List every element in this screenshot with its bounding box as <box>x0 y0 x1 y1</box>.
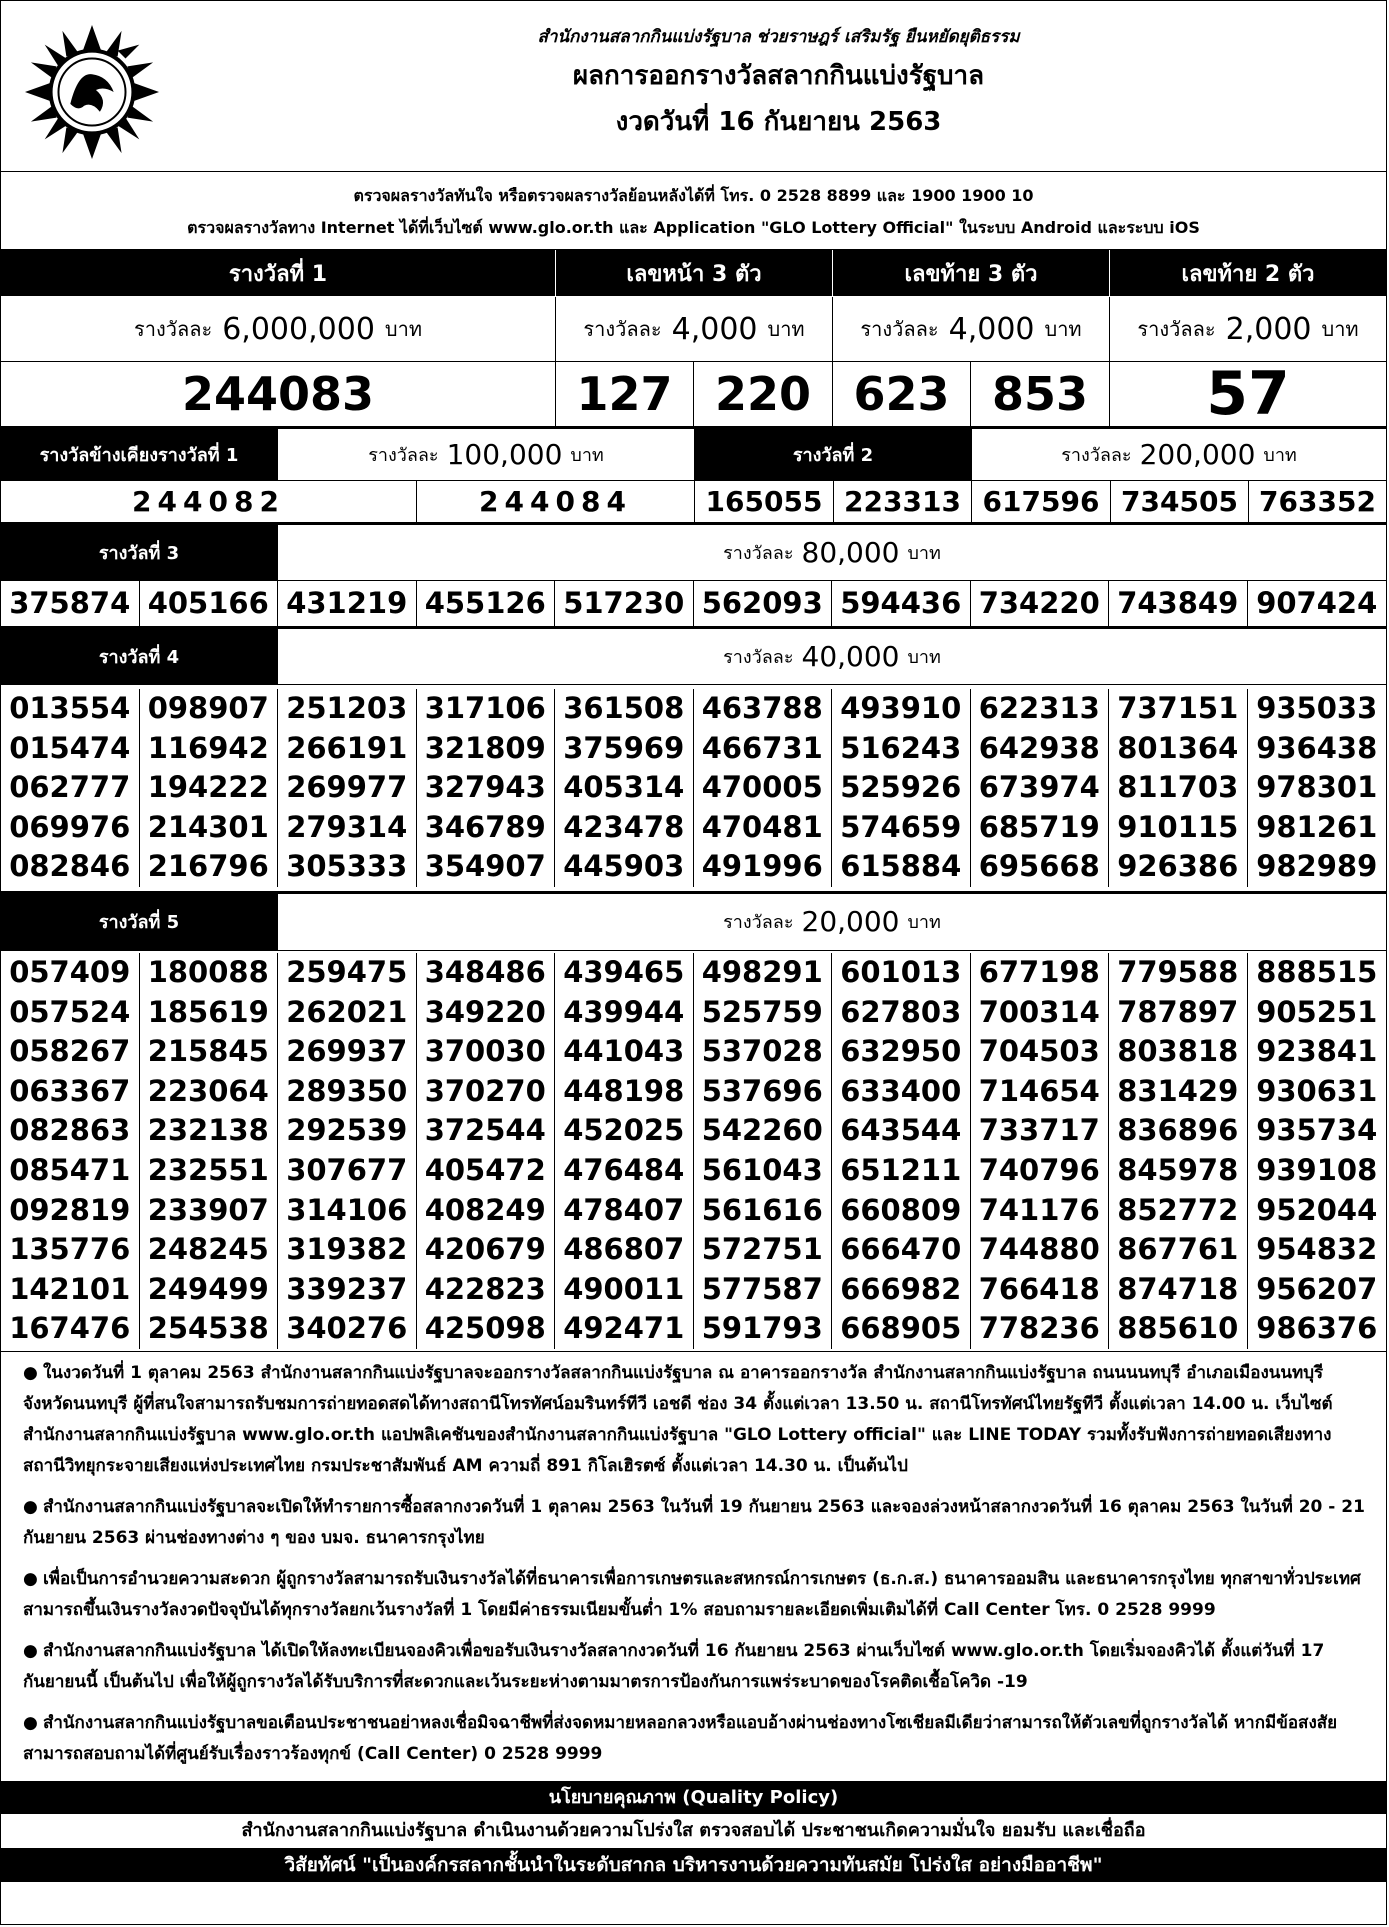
amount-value: 2,000 <box>1225 311 1312 347</box>
fifth-prize-number: 142101 <box>1 1270 140 1310</box>
notice-item <box>23 1564 1366 1626</box>
last2-title: เลขท้าย 2 ตัว <box>1181 261 1315 287</box>
fourth-prize-number: 737151 <box>1109 689 1248 729</box>
first-prize-title: รางวัลที่ 1 <box>1 250 556 296</box>
amount-unit: บาท <box>767 317 805 341</box>
fifth-prize-number: 923841 <box>1256 1034 1378 1069</box>
fifth-prize-number: 905251 <box>1256 994 1378 1029</box>
fifth-prize-number: 498291 <box>694 953 833 993</box>
notice-text: สำนักงานสลากกินแบ่งรัฐบาล ได้เปิดให้ลงทะเบียนจองคิวเพื่อขอรับเงินรางวัลสลากงวดวันที่ 16 กันยายน 2563 ผ่านเว็บไซต์ www.glo.or.th โดยเริ่มจองคิวได้ ตั้งแต่วันที่ 17 กันยายนนี้ เป็นต้นไป เพื่อให้ผู้ถูกรางวัลได้รับบริการที่สะดวกและเว้นระยะห่างตามมาตรการป้องกันการแพร่ระบาดของโรคติดเชื้อโควิด -19 <box>23 1640 1325 1692</box>
fifth-prize-number: 058267 <box>1 1032 140 1072</box>
fifth-prize-number: 439465 <box>555 953 694 993</box>
top-prize-amounts <box>1 297 1386 362</box>
quality-policy-title: นโยบายคุณภาพ (Quality Policy) <box>1 1782 1386 1814</box>
bullet-icon: ● <box>23 1362 38 1383</box>
third-prize-number: 562093 <box>694 581 833 626</box>
fifth-prize-number: 867761 <box>1109 1230 1248 1270</box>
amount-unit: บาท <box>384 317 423 341</box>
amount-value: 200,000 <box>1139 438 1256 471</box>
fourth-prize-number: 279314 <box>278 808 417 848</box>
fifth-prize-header <box>1 894 1386 951</box>
fifth-prize-number: 185619 <box>140 993 279 1033</box>
fifth-prize-number: 952044 <box>1256 1192 1378 1227</box>
draw-date: งวดวันที่ 16 กันยายน 2563 <box>615 107 942 137</box>
amount-value: 40,000 <box>801 640 900 673</box>
fifth-prize-amount <box>278 894 1386 950</box>
quality-policy-text: สำนักงานสลากกินแบ่งรัฐบาล ดำเนินงานด้วยความโปร่งใส ตรวจสอบได้ ประชาชนเกิดความมั่นใจ ยอมรับ และเชื่อถือ <box>241 1819 1146 1841</box>
near-second-numbers <box>1 481 1386 525</box>
third-prize-grid <box>1 581 1386 629</box>
fifth-prize-number: 714654 <box>971 1072 1110 1112</box>
amount-prefix: รางวัลละ <box>1061 445 1132 466</box>
fifth-prize-number: 314106 <box>278 1191 417 1231</box>
near-prize-title: รางวัลข้างเคียงรางวัลที่ 1 <box>1 429 278 480</box>
fifth-prize-number: 741176 <box>971 1191 1110 1231</box>
fifth-prize-number: 370030 <box>417 1032 556 1072</box>
fourth-prize-number: 321809 <box>417 729 556 769</box>
fifth-prize-number: 939108 <box>1256 1152 1378 1187</box>
fifth-prize-number: 668905 <box>832 1309 971 1349</box>
fifth-prize-number: 180088 <box>140 953 279 993</box>
amount-value: 80,000 <box>801 536 900 569</box>
front3-number: 220 <box>694 362 833 426</box>
fifth-prize-number: 632950 <box>832 1032 971 1072</box>
fourth-prize-number: 642938 <box>971 729 1110 769</box>
fourth-prize-header <box>1 629 1386 685</box>
third-prize-title: รางวัลที่ 3 <box>1 525 278 580</box>
third-prize-number: 405166 <box>140 581 279 626</box>
amount-unit: บาท <box>907 543 941 564</box>
fifth-prize-number: 935734 <box>1256 1113 1378 1148</box>
notice-text: สำนักงานสลากกินแบ่งรัฐบาลจะเปิดให้ทำรายการซื้อสลากงวดวันที่ 1 ตุลาคม 2563 ในวันที่ 19 กันยายน 2563 และจองล่วงหน้าสลากงวดวันที่ 16 ตุลาคม 2563 ในวันที่ 20 - 21 กันยายน 2563 ผ่านช่องทางต่าง ๆ ของ บมจ. ธนาคารกรุงไทย <box>23 1496 1365 1548</box>
fifth-prize-number: 930631 <box>1256 1073 1378 1108</box>
third-prize-number: 734220 <box>971 581 1110 626</box>
fifth-prize-number: 766418 <box>971 1270 1110 1310</box>
fifth-prize-number: 633400 <box>832 1072 971 1112</box>
fifth-prize-number: 561043 <box>694 1151 833 1191</box>
fifth-prize-number: 740796 <box>971 1151 1110 1191</box>
fifth-prize-number: 259475 <box>278 953 417 993</box>
amount-unit: บาท <box>1263 445 1297 466</box>
fifth-prize-number: 492471 <box>555 1309 694 1349</box>
first-prize-amount <box>1 297 556 361</box>
amount-unit: บาท <box>907 912 941 934</box>
fourth-prize-number: 926386 <box>1109 847 1248 887</box>
fifth-prize-number: 561616 <box>694 1191 833 1231</box>
fourth-prize-number: 801364 <box>1109 729 1248 769</box>
fifth-prize-number: 486807 <box>555 1230 694 1270</box>
fourth-prize-number: 015474 <box>1 729 140 769</box>
fifth-prize-number: 845978 <box>1109 1151 1248 1191</box>
fourth-prize-number: 491996 <box>694 847 833 887</box>
fifth-prize-number: 666982 <box>832 1270 971 1310</box>
fourth-prize-number: 574659 <box>832 808 971 848</box>
fourth-prize-number: 811703 <box>1109 768 1248 808</box>
amount-prefix: รางวัลละ <box>1137 317 1216 341</box>
bullet-icon: ● <box>23 1640 38 1661</box>
fifth-prize-number: 319382 <box>278 1230 417 1270</box>
amount-prefix: รางวัลละ <box>723 912 794 934</box>
fifth-prize-number: 248245 <box>140 1230 279 1270</box>
fifth-prize-number: 254538 <box>140 1309 279 1349</box>
fifth-prize-number: 232551 <box>140 1151 279 1191</box>
second-prize-number: 617596 <box>972 481 1111 522</box>
fifth-prize-number: 408249 <box>417 1191 556 1231</box>
third-prize-amount <box>278 525 1386 580</box>
fifth-prize-number: 627803 <box>832 993 971 1033</box>
fourth-prize-number: 013554 <box>1 689 140 729</box>
fifth-prize-number: 525759 <box>694 993 833 1033</box>
header-slogan: สำนักงานสลากกินแบ่งรัฐบาล ช่วยราษฎร์ เสริมรัฐ ยืนหยัดยุติธรรม <box>537 27 1020 47</box>
fourth-prize-number: 695668 <box>971 847 1110 887</box>
last2-number: 57 <box>1206 359 1290 429</box>
amount-prefix: รางวัลละ <box>723 543 794 564</box>
fifth-prize-number: 092819 <box>1 1191 140 1231</box>
fourth-prize-number: 069976 <box>1 808 140 848</box>
fourth-prize-number: 194222 <box>140 768 279 808</box>
last3-title: เลขท้าย 3 ตัว <box>833 250 1110 296</box>
amount-value: 6,000,000 <box>222 311 375 347</box>
fifth-prize-number: 292539 <box>278 1111 417 1151</box>
third-prize-number: 743849 <box>1109 581 1248 626</box>
fifth-prize-number: 601013 <box>832 953 971 993</box>
fourth-prize-amount <box>278 629 1386 684</box>
fifth-prize-number: 478407 <box>555 1191 694 1231</box>
fifth-prize-grid <box>1 951 1386 1352</box>
notice-item <box>23 1492 1366 1554</box>
bullet-icon: ● <box>23 1568 38 1589</box>
third-prize-number: 907424 <box>1256 586 1378 620</box>
amount-value: 4,000 <box>671 311 758 347</box>
amount-unit: บาท <box>570 445 604 466</box>
fifth-prize-number: 476484 <box>555 1151 694 1191</box>
fifth-prize-number: 954832 <box>1256 1232 1378 1267</box>
fifth-prize-number: 986376 <box>1256 1311 1378 1346</box>
fifth-prize-number: 425098 <box>417 1309 556 1349</box>
fourth-prize-number: 615884 <box>832 847 971 887</box>
fifth-prize-number: 420679 <box>417 1230 556 1270</box>
fourth-prize-number: 463788 <box>694 689 833 729</box>
fifth-prize-number: 651211 <box>832 1151 971 1191</box>
fourth-prize-number: 266191 <box>278 729 417 769</box>
fifth-prize-number: 135776 <box>1 1230 140 1270</box>
amount-prefix: รางวัลละ <box>133 317 213 341</box>
fifth-prize-number: 874718 <box>1109 1270 1248 1310</box>
near-prize-number: 244082 <box>1 481 417 522</box>
fifth-prize-number: 660809 <box>832 1191 971 1231</box>
third-prize-header <box>1 525 1386 581</box>
second-prize-number: 763352 <box>1259 485 1376 518</box>
amount-value: 20,000 <box>801 905 900 939</box>
fourth-prize-number: 346789 <box>417 808 556 848</box>
fifth-prize-number: 537696 <box>694 1072 833 1112</box>
fourth-prize-number: 062777 <box>1 768 140 808</box>
fifth-prize-number: 779588 <box>1109 953 1248 993</box>
fifth-prize-number: 537028 <box>694 1032 833 1072</box>
second-prize-number: 165055 <box>695 481 834 522</box>
fifth-prize-number: 452025 <box>555 1111 694 1151</box>
fourth-prize-number: 317106 <box>417 689 556 729</box>
fourth-prize-number: 361508 <box>555 689 694 729</box>
fifth-prize-number: 956207 <box>1256 1271 1378 1306</box>
amount-prefix: รางวัลละ <box>860 317 939 341</box>
near-prize-amount <box>278 429 695 480</box>
last2-amount <box>1110 297 1386 361</box>
fifth-prize-number: 057409 <box>1 953 140 993</box>
last3-number: 623 <box>833 362 971 426</box>
fourth-prize-number: 935033 <box>1256 691 1378 725</box>
last3-amount <box>833 297 1110 361</box>
fifth-prize-number: 223064 <box>140 1072 279 1112</box>
fifth-prize-number: 370270 <box>417 1072 556 1112</box>
fifth-prize-number: 422823 <box>417 1270 556 1310</box>
second-prize-number: 734505 <box>1111 481 1249 522</box>
fourth-prize-number: 525926 <box>832 768 971 808</box>
fourth-prize-number: 216796 <box>140 847 279 887</box>
fifth-prize-number: 340276 <box>278 1309 417 1349</box>
fifth-prize-number: 082863 <box>1 1111 140 1151</box>
fifth-prize-number: 836896 <box>1109 1111 1248 1151</box>
glo-seal-logo <box>23 23 161 161</box>
front3-amount <box>556 297 833 361</box>
top-prize-numbers <box>1 359 1386 429</box>
fourth-prize-number: 214301 <box>140 808 279 848</box>
fourth-prize-number: 251203 <box>278 689 417 729</box>
third-prize-number: 594436 <box>832 581 971 626</box>
fourth-prize-title: รางวัลที่ 4 <box>1 629 278 684</box>
fifth-prize-number: 852772 <box>1109 1191 1248 1231</box>
fifth-prize-number: 542260 <box>694 1111 833 1151</box>
amount-value: 100,000 <box>446 438 563 471</box>
fourth-prize-grid <box>1 685 1386 894</box>
fourth-prize-number: 470005 <box>694 768 833 808</box>
bullet-icon: ● <box>23 1712 38 1733</box>
fourth-prize-number: 910115 <box>1109 808 1248 848</box>
fifth-prize-number: 577587 <box>694 1270 833 1310</box>
fourth-prize-number: 516243 <box>832 729 971 769</box>
fifth-prize-number: 339237 <box>278 1270 417 1310</box>
fifth-prize-number: 490011 <box>555 1270 694 1310</box>
bullet-icon: ● <box>23 1496 38 1517</box>
info-phone: ตรวจผลรางวัลทันใจ หรือตรวจผลรางวัลย้อนหลังได้ที่ โทร. 0 2528 8899 และ 1900 1900 10 <box>353 186 1034 205</box>
fifth-prize-number: 787897 <box>1109 993 1248 1033</box>
fifth-prize-number: 439944 <box>555 993 694 1033</box>
fourth-prize-number: 981261 <box>1256 809 1378 844</box>
fifth-prize-number: 289350 <box>278 1072 417 1112</box>
third-prize-number: 455126 <box>417 581 556 626</box>
amount-unit: บาท <box>1321 317 1359 341</box>
fifth-prize-number: 167476 <box>1 1309 140 1349</box>
fifth-prize-number: 704503 <box>971 1032 1110 1072</box>
notice-item <box>23 1636 1366 1698</box>
fifth-prize-number: 744880 <box>971 1230 1110 1270</box>
fifth-prize-number: 643544 <box>832 1111 971 1151</box>
fifth-prize-number: 700314 <box>971 993 1110 1033</box>
near-second-headers <box>1 429 1386 481</box>
fifth-prize-number: 831429 <box>1109 1072 1248 1112</box>
fourth-prize-number: 423478 <box>555 808 694 848</box>
fifth-prize-number: 372544 <box>417 1111 556 1151</box>
fifth-prize-number: 572751 <box>694 1230 833 1270</box>
fourth-prize-number: 982989 <box>1256 849 1378 884</box>
fifth-prize-number: 803818 <box>1109 1032 1248 1072</box>
fifth-prize-number: 448198 <box>555 1072 694 1112</box>
fourth-prize-number: 673974 <box>971 768 1110 808</box>
fourth-prize-number: 936438 <box>1256 730 1378 765</box>
fifth-prize-number: 057524 <box>1 993 140 1033</box>
amount-prefix: รางวัลละ <box>583 317 662 341</box>
last3-number: 853 <box>971 362 1110 426</box>
fourth-prize-number: 466731 <box>694 729 833 769</box>
fourth-prize-number: 470481 <box>694 808 833 848</box>
fifth-prize-number: 677198 <box>971 953 1110 993</box>
notice-item <box>23 1708 1366 1770</box>
notice-item <box>23 1358 1366 1482</box>
amount-unit: บาท <box>1044 317 1082 341</box>
fifth-prize-number: 349220 <box>417 993 556 1033</box>
fourth-prize-number: 622313 <box>971 689 1110 729</box>
fourth-prize-number: 445903 <box>555 847 694 887</box>
third-prize-number: 517230 <box>555 581 694 626</box>
fourth-prize-number: 978301 <box>1256 770 1378 805</box>
fifth-prize-number: 063367 <box>1 1072 140 1112</box>
info-banner <box>1 172 1386 250</box>
info-internet: ตรวจผลรางวัลทาง Internet ได้ที่เว็บไซต์ www.glo.or.th และ Application "GLO Lottery Official" ในระบบ Android และระบบ iOS <box>187 218 1200 237</box>
fourth-prize-number: 685719 <box>971 808 1110 848</box>
second-prize-amount <box>972 429 1386 480</box>
fourth-prize-number: 269977 <box>278 768 417 808</box>
second-prize-number: 223313 <box>834 481 972 522</box>
fifth-prize-number: 405472 <box>417 1151 556 1191</box>
second-prize-title: รางวัลที่ 2 <box>695 429 972 480</box>
amount-prefix: รางวัลละ <box>723 647 794 668</box>
fifth-prize-number: 269937 <box>278 1032 417 1072</box>
fifth-prize-number: 348486 <box>417 953 556 993</box>
fourth-prize-number: 116942 <box>140 729 279 769</box>
amount-unit: บาท <box>907 647 941 668</box>
near-prize-number: 244084 <box>417 481 695 522</box>
third-prize-number: 431219 <box>278 581 417 626</box>
fourth-prize-number: 082846 <box>1 847 140 887</box>
notice-text: ในงวดวันที่ 1 ตุลาคม 2563 สำนักงานสลากกินแบ่งรัฐบาลจะออกรางวัลสลากกินแบ่งรัฐบาล ณ อาคารออกรางวัล สำนักงานสลากกินแบ่งรัฐบาล ถนนนนทบุรี อำเภอเมืองนนทบุรี จังหวัดนนทบุรี ผู้ที่สนใจสามารถรับชมการถ่ายทอดสดได้ทางสถานีโทรทัศน์อมรินทร์ทีวี เอชดี ช่อง 34 ตั้งแต่เวลา 13.50 น. สถานีโทรทัศน์ไทยรัฐทีวี ตั้งแต่เวลา 14.00 น. เว็บไซต์สำนักงานสลากกินแบ่งรัฐบาล www.glo.or.th แอปพลิเคชันของสำนักงานสลากกินแบ่งรัฐบาล "GLO Lottery official" และ LINE TODAY รวมทั้งรับฟังการถ่ายทอดเสียงทางสถานีวิทยุกระจายเสียงแห่งประเทศไทย กรมประชาสัมพันธ์ AM ความถี่ 891 กิโลเฮิรตซ์ ตั้งแต่เวลา 14.30 น. เป็นต้นไป <box>23 1362 1333 1476</box>
notice-text: สำนักงานสลากกินแบ่งรัฐบาลขอเตือนประชาชนอย่าหลงเชื่อมิจฉาชีพที่ส่งจดหมายหลอกลวงหรือแอบอ้างผ่านช่องทางโซเชียลมีเดียว่าสามารถให้ตัวเลขที่ถูกรางวัลได้ หากมีข้อสงสัย สามารถสอบถามได้ที่ศูนย์รับเรื่องราวร้องทุกข์ (Call Center) 0 2528 9999 <box>23 1712 1338 1764</box>
fifth-prize-number: 215845 <box>140 1032 279 1072</box>
notices <box>1 1352 1386 1782</box>
fourth-prize-number: 327943 <box>417 768 556 808</box>
top-prize-headers <box>1 250 1386 297</box>
fifth-prize-number: 441043 <box>555 1032 694 1072</box>
fourth-prize-number: 375969 <box>555 729 694 769</box>
page-title: ผลการออกรางวัลสลากกินแบ่งรัฐบาล <box>572 61 985 91</box>
fifth-prize-number: 085471 <box>1 1151 140 1191</box>
fourth-prize-number: 405314 <box>555 768 694 808</box>
third-prize-number: 375874 <box>1 581 140 626</box>
fifth-prize-number: 778236 <box>971 1309 1110 1349</box>
notice-text: เพื่อเป็นการอำนวยความสะดวก ผู้ถูกรางวัลสามารถรับเงินรางวัลได้ที่ธนาคารเพื่อการเกษตรและสหกรณ์การเกษตร (ธ.ก.ส.) ธนาคารออมสิน และธนาคารกรุงไทย ทุกสาขาทั่วประเทศ สามารถขึ้นเงินรางวัลงวดปัจจุบันได้ทุกรางวัลยกเว้นรางวัลที่ 1 โดยมีค่าธรรมเนียมขั้นต่ำ 1% สอบถามรายละเอียดเพิ่มเติมได้ที่ Call Center โทร. 0 2528 9999 <box>23 1568 1361 1620</box>
front3-number: 127 <box>556 362 694 426</box>
amount-value: 4,000 <box>948 311 1035 347</box>
fifth-prize-number: 233907 <box>140 1191 279 1231</box>
front3-title: เลขหน้า 3 ตัว <box>556 250 833 296</box>
fifth-prize-title: รางวัลที่ 5 <box>1 894 278 950</box>
fifth-prize-number: 733717 <box>971 1111 1110 1151</box>
first-prize-number: 244083 <box>1 362 556 426</box>
header <box>1 1 1386 172</box>
fifth-prize-number: 888515 <box>1256 954 1378 989</box>
fifth-prize-number: 591793 <box>694 1309 833 1349</box>
amount-prefix: รางวัลละ <box>368 445 439 466</box>
fifth-prize-number: 307677 <box>278 1151 417 1191</box>
fourth-prize-number: 493910 <box>832 689 971 729</box>
fifth-prize-number: 262021 <box>278 993 417 1033</box>
fifth-prize-number: 666470 <box>832 1230 971 1270</box>
vision-statement: วิสัยทัศน์ "เป็นองค์กรสลากชั้นนำในระดับสากล บริหารงานด้วยความทันสมัย โปร่งใส อย่างมืออาชีพ" <box>1 1848 1386 1882</box>
fifth-prize-number: 232138 <box>140 1111 279 1151</box>
fifth-prize-number: 885610 <box>1109 1309 1248 1349</box>
fourth-prize-number: 098907 <box>140 689 279 729</box>
fifth-prize-number: 249499 <box>140 1270 279 1310</box>
fourth-prize-number: 354907 <box>417 847 556 887</box>
fourth-prize-number: 305333 <box>278 847 417 887</box>
